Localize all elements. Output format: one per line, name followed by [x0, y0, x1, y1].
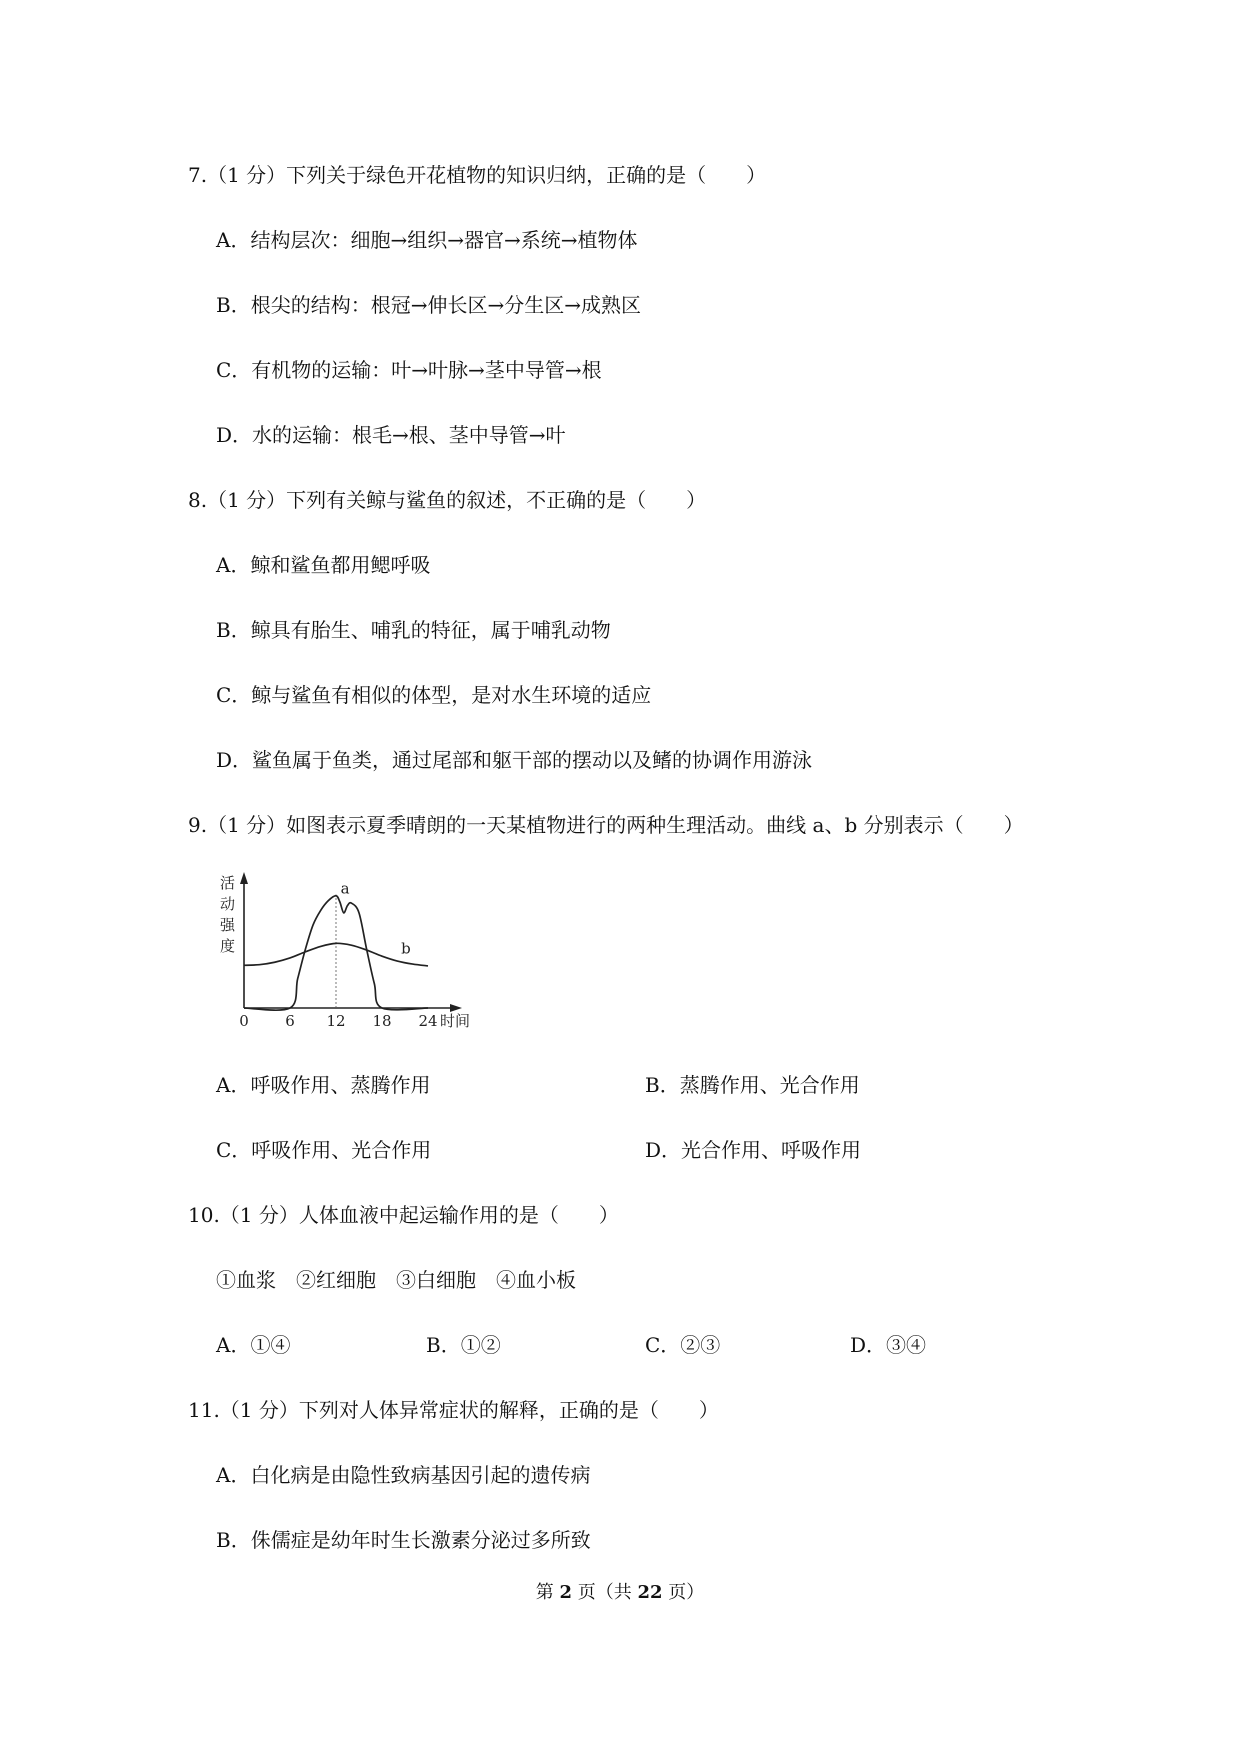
question-7-option-a: A．结构层次：细胞→组织→器官→系统→植物体 — [216, 228, 638, 252]
y-axis-label-char: 度 — [220, 937, 236, 955]
question-7-stem: 7.（1 分）下列关于绿色开花植物的知识归纳，正确的是（ ） — [188, 163, 767, 187]
y-axis-label-char: 动 — [220, 895, 236, 913]
x-tick-label: 12 — [326, 1012, 346, 1028]
question-8-option-b: B．鲸具有胎生、哺乳的特征，属于哺乳动物 — [216, 618, 611, 642]
series-a-label: a — [340, 879, 350, 898]
y-axis-label-char: 强 — [220, 916, 236, 934]
question-10-stem: 10.（1 分）人体血液中起运输作用的是（ ） — [188, 1203, 619, 1227]
question-11-option-a: A．白化病是由隐性致病基因引起的遗传病 — [216, 1463, 591, 1487]
current-page-number: 2 — [559, 1582, 572, 1603]
page-footer — [0, 1581, 1240, 1605]
question-8-option-c: C．鲸与鲨鱼有相似的体型，是对水生环境的适应 — [216, 683, 652, 707]
footer-suffix: 页） — [662, 1582, 705, 1603]
activity-chart — [210, 868, 490, 1028]
x-axis-label: 时间 — [440, 1012, 471, 1028]
x-tick-label: 18 — [372, 1012, 392, 1028]
question-10-option-d: D．③④ — [850, 1333, 927, 1357]
question-11-option-b: B．侏儒症是幼年时生长激素分泌过多所致 — [216, 1528, 591, 1552]
y-axis-label — [220, 874, 236, 955]
x-tick-label: 24 — [418, 1012, 438, 1028]
question-8-option-a: A．鲸和鲨鱼都用鳃呼吸 — [216, 553, 431, 577]
question-7-option-d: D．水的运输：根毛→根、茎中导管→叶 — [216, 423, 566, 447]
question-9-option-b: B．蒸腾作用、光合作用 — [645, 1073, 860, 1097]
question-8-stem: 8.（1 分）下列有关鲸与鲨鱼的叙述，不正确的是（ ） — [188, 488, 707, 512]
x-tick-label: 6 — [285, 1012, 295, 1028]
question-7-option-c: C．有机物的运输：叶→叶脉→茎中导管→根 — [216, 358, 602, 382]
total-pages: 22 — [637, 1582, 663, 1603]
footer-middle: 页（共 — [572, 1582, 638, 1603]
question-7-option-b: B．根尖的结构：根冠→伸长区→分生区→成熟区 — [216, 293, 641, 317]
question-10-option-a: A．①④ — [216, 1333, 291, 1357]
question-9-option-c: C．呼吸作用、光合作用 — [216, 1138, 432, 1162]
y-axis-label-char: 活 — [220, 874, 236, 892]
question-10-option-c: C．②③ — [645, 1333, 721, 1357]
question-9-option-a: A．呼吸作用、蒸腾作用 — [216, 1073, 431, 1097]
question-10-items: ①血浆 ②红细胞 ③白细胞 ④血小板 — [216, 1268, 576, 1292]
x-tick-labels — [239, 1012, 437, 1028]
series-b-label: b — [401, 939, 411, 958]
question-10-option-b: B．①② — [426, 1333, 501, 1357]
x-tick-label: 0 — [239, 1012, 249, 1028]
chart-axes — [240, 872, 462, 1012]
footer-prefix: 第 — [535, 1582, 560, 1603]
question-9-option-d: D．光合作用、呼吸作用 — [645, 1138, 862, 1162]
question-8-option-d: D．鲨鱼属于鱼类，通过尾部和躯干部的摆动以及鳍的协调作用游泳 — [216, 748, 813, 772]
question-11-stem: 11.（1 分）下列对人体异常症状的解释，正确的是（ ） — [188, 1398, 719, 1422]
question-9-stem: 9.（1 分）如图表示夏季晴朗的一天某植物进行的两种生理活动。曲线 a、b 分别表示（ ） — [188, 813, 1024, 837]
